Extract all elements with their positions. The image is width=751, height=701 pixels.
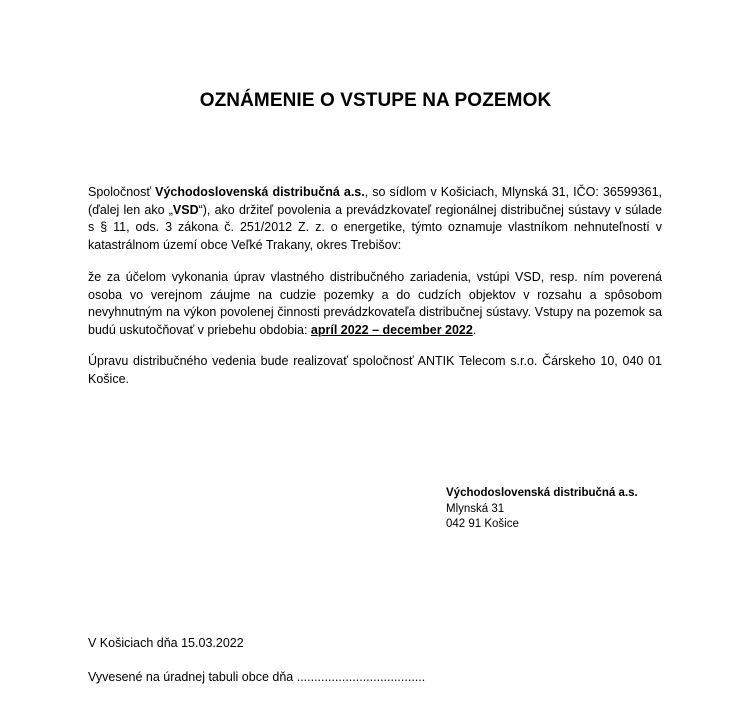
posted-date-line: Vyvesené na úradnej tabuli obce dňa .....................................: [88, 670, 426, 684]
company-abbreviation: VSD: [172, 202, 199, 217]
paragraph-suffix: .: [472, 322, 477, 337]
signature-city: 042 91 Košice: [446, 518, 519, 530]
paragraph-text: že za účelom vykonania úprav vlastného distribučného zariadenia, vstúpi VSD, resp. ním poverená osoba vo verejnom záujme na cudzie pozemky a do cudzích objektov v rozsahu a spôsobom nevyhnutným na výkon povolenej činnosti prevádzkovateľa distribučnej sústavy. Vstupy na pozemok sa budú uskutočňovať v priebehu obdobia:: [88, 270, 662, 337]
signature-company: Východoslovenská distribučná a.s.: [446, 487, 638, 499]
access-period: apríl 2022 – december 2022: [310, 322, 473, 337]
paragraph-access-purpose: [88, 269, 662, 339]
paragraph-prefix: Spoločnosť: [88, 185, 156, 199]
paragraph-contractor: Úpravu distribučného vedenia bude realizovať spoločnosť ANTIK Telecom s.r.o. Čárskeho 10, 040 01 Košice.: [88, 354, 662, 386]
signature-block: [446, 486, 638, 533]
company-name: Východoslovenská distribučná a.s.: [155, 185, 365, 199]
signature-street: Mlynská 31: [446, 502, 505, 515]
document-title: OZNÁMENIE O VSTUPE NA POZEMOK: [199, 90, 552, 111]
issue-date: V Košiciach dňa 15.03.2022: [88, 636, 244, 650]
paragraph-text-continued: “), ako držiteľ povolenia a prevádzkovateľ regionálnej distribučnej sústavy v súlade s § 11, ods. 3 zákona č. 251/2012 Z. z. o energetike, týmto oznamuje vlastníkom nehnuteľností v katastrálnom území obce Veľké Trakany, okres Trebišov:: [88, 202, 662, 252]
paragraph-text: , so sídlom v Košiciach, Mlynská 31, IČO: 36599361, (ďalej len ako „: [88, 185, 663, 217]
paragraph-announcement: [88, 184, 662, 254]
